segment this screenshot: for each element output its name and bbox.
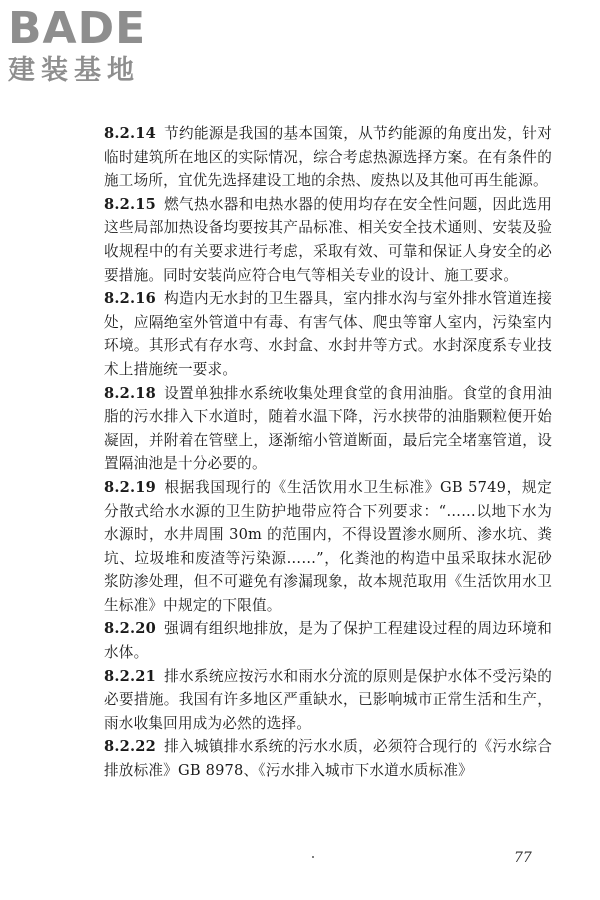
clause-8-2-21 (104, 665, 552, 736)
logo-subtitle: 建装基地 (8, 55, 140, 86)
clause-text: 排水系统应按污水和雨水分流的原则是保护水体不受污染的必要措施。我国有许多地区严重缺水，已影响城市正常生活和生产，雨水收集回用成为必然的选择。 (104, 667, 552, 732)
clause-8-2-22 (104, 735, 552, 782)
clause-text: 构造内无水封的卫生器具，室内排水沟与室外排水管道连接处，应隔绝室外管道中有毒、有害气体、爬虫等窜人室内，污染室内环境。其形式有存水弯、水封盒、水封井等方式。水封深度系专业技术上措施统一要求。 (104, 290, 552, 378)
logo-mark: BADE (8, 3, 147, 54)
clause-text: 设置单独排水系统收集处理食堂的食用油脂。食堂的食用油脂的污水排入下水道时，随着水温下降，污水挟带的油脂颗粒便开始凝固，并附着在管壁上，逐渐缩小管道断面，最后完全堵塞管道，设置隔油池是十分必要的。 (104, 384, 552, 473)
clause-8-2-15 (104, 193, 552, 287)
clause-number: 8.2.20 (104, 620, 156, 638)
clause-text: 强调有组织地排放，是为了保护工程建设过程的周边环境和水体。 (104, 620, 552, 662)
clause-number: 8.2.21 (104, 667, 156, 685)
document-body (104, 122, 552, 783)
clause-text: 根据我国现行的《生活饮用水卫生标准》GB 5749，规定分散式给水水源的卫生防护地带应符合下列要求：“……以地下水为水源时，水井周围 30m 的范围内，不得设置渗水厕所、渗水坑、粪坑、垃圾堆和废渣等污染源……”，化粪池的构造中虽采取抹水泥砂浆防渗处理，但不可避免有渗漏现象，故本规范取用《生活饮用水卫生标准》中规定的下限值。 (104, 478, 552, 614)
clause-number: 8.2.15 (104, 195, 156, 213)
clause-number: 8.2.14 (104, 125, 156, 142)
clause-8-2-19 (104, 476, 552, 618)
clause-number: 8.2.16 (104, 290, 156, 308)
clause-8-2-18 (104, 382, 552, 476)
clause-8-2-16 (104, 287, 552, 381)
clause-number: 8.2.19 (104, 478, 156, 496)
bade-logo (8, 4, 178, 94)
clause-8-2-20 (104, 617, 552, 664)
clause-text: 节约能源是我国的基本国策，从节约能源的角度出发，针对临时建筑所在地区的实际情况，综合考虑热源选择方案。在有条件的施工场所，宜优先选择建设工地的余热、废热以及其他可再生能源。 (104, 125, 552, 190)
clause-8-2-14 (104, 122, 552, 193)
scan-speck (312, 856, 314, 858)
clause-number: 8.2.18 (104, 384, 156, 402)
page-number: 77 (514, 850, 532, 866)
clause-text: 排入城镇排水系统的污水水质，必须符合现行的《污水综合排放标准》GB 8978、《污水排入城市下水道水质标准》 (104, 738, 552, 780)
clause-number: 8.2.22 (104, 738, 156, 756)
clause-text: 燃气热水器和电热水器的使用均存在安全性问题，因此选用这些局部加热设备均要按其产品标准、相关安全技术通则、安装及验收规程中的有关要求进行考虑，采取有效、可靠和保证人身安全的必要措施。同时安装尚应符合电气等相关专业的设计、施工要求。 (104, 195, 552, 284)
